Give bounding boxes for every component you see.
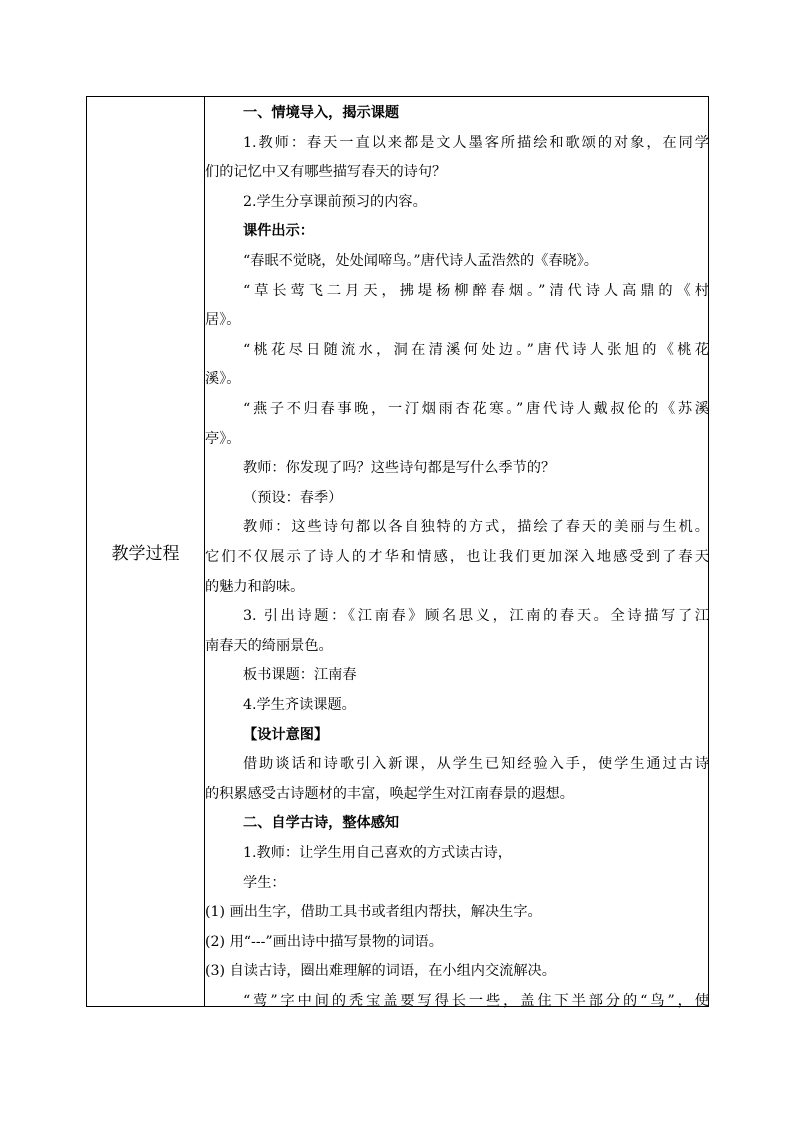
content-line: 们的记忆中又有哪些描写春天的诗句？ — [205, 164, 447, 181]
content-line: “草长莺飞二月天，拂堤杨柳醉春烟。”清代诗人高鼎的《村 — [243, 282, 709, 299]
content-line: (1) 画出生字，借助工具书或者组内帮扶，解决生字。 — [205, 904, 542, 921]
content-line: “桃花尽日随流水，洞在清溪何处边。”唐代诗人张旭的《桃花 — [243, 341, 709, 358]
content-line: 2.学生分享课前预习的内容。 — [243, 193, 427, 210]
content-line: 板书课题：江南春 — [243, 667, 357, 684]
content-line: （预设：春季） — [243, 489, 343, 506]
content-line: 1.教师：让学生用自己喜欢的方式读古诗， — [243, 845, 512, 861]
content-line: 课件出示： — [243, 223, 314, 240]
lesson-plan-table — [86, 96, 709, 1007]
content-cell — [205, 97, 709, 1009]
content-line: 居》。 — [205, 312, 241, 329]
content-line: “春眠不觉晓，处处闻啼鸟。”唐代诗人孟浩然的《春晓》。 — [243, 253, 598, 269]
content-line: 南春天的绮丽景色。 — [205, 637, 333, 654]
content-line: “燕子不归春事晚，一汀烟雨杏花寒。”唐代诗人戴叔伦的《苏溪 — [243, 401, 709, 417]
content-line: 一、情境导入，揭示课题 — [243, 105, 400, 121]
content-line: (3) 自读古诗，圈出难理解的词语，在小组内交流解决。 — [205, 963, 556, 980]
content-line: 的积累感受古诗题材的丰富，唤起学生对江南春景的遐想。 — [205, 785, 574, 802]
content-line: 亭》。 — [205, 430, 241, 447]
content-line: “莺”字中间的秃宝盖要写得长一些，盖住下半部分的“鸟”，使 — [243, 993, 709, 1009]
content-line: 的魅力和韵味。 — [205, 578, 305, 595]
row-label: 教学过程 — [111, 544, 180, 564]
content-line: 教师：这些诗句都以各自独特的方式，描绘了春天的美丽与生机。 — [243, 519, 709, 536]
content-line: 4.学生齐读课题。 — [243, 697, 356, 713]
content-line: 学生： — [243, 874, 286, 891]
content-line: (2) 用“---”画出诗中描写景物的词语。 — [205, 933, 443, 950]
content-line: 二、自学古诗，整体感知 — [243, 815, 400, 832]
content-line: 溪》。 — [205, 371, 241, 388]
content-line: 它们不仅展示了诗人的才华和情感，也让我们更加深入地感受到了春天 — [205, 549, 709, 565]
content-line: 借助谈话和诗歌引入新课，从学生已知经验入手，使学生通过古诗 — [243, 756, 709, 773]
content-line: 【设计意图】 — [243, 726, 329, 743]
content-line: 教师：你发现了吗？这些诗句都是写什么季节的？ — [243, 460, 556, 477]
row-label-cell — [87, 97, 204, 1006]
content-line: 3. 引出诗题：《江南春》顾名思义，江南的春天。全诗描写了江 — [243, 608, 709, 625]
content-line: 1.教师：春天一直以来都是文人墨客所描绘和歌颂的对象，在同学 — [243, 134, 709, 151]
